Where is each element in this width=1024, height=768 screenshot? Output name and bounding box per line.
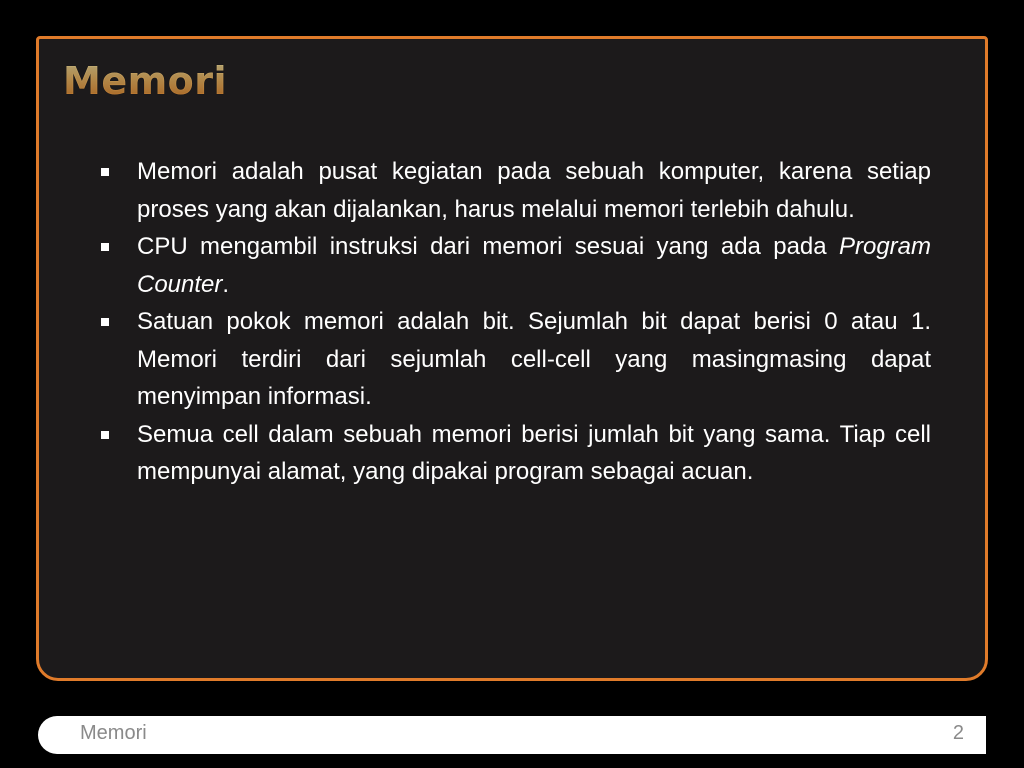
- bullet-list: [99, 153, 931, 491]
- footer-bar: [38, 716, 986, 754]
- bullet-text-italic: Program Counter: [137, 233, 931, 298]
- bullet-item: [99, 153, 931, 228]
- square-bullet-icon: [101, 168, 109, 176]
- page-number: 2: [952, 722, 964, 744]
- bullet-item: [99, 303, 931, 416]
- footer-label: Memori: [80, 722, 147, 744]
- content-frame: [36, 36, 988, 681]
- square-bullet-icon: [101, 431, 109, 439]
- square-bullet-icon: [101, 318, 109, 326]
- slide-title: Memori: [63, 59, 228, 103]
- bullet-item: [99, 416, 931, 491]
- square-bullet-icon: [101, 243, 109, 251]
- bullet-text: Satuan pokok memori adalah bit. Sejumlah bit dapat berisi 0 atau 1. Memori terdiri dari sejumlah cell-cell yang masingmasing dapat menyimpan informasi.: [137, 308, 931, 410]
- bullet-text: Semua cell dalam sebuah memori berisi jumlah bit yang sama. Tiap cell mempunyai alamat, yang dipakai program sebagai acuan.: [137, 420, 931, 485]
- bullet-item: [99, 228, 931, 303]
- bullet-text: Memori adalah pusat kegiatan pada sebuah komputer, karena setiap proses yang akan dijalankan, harus melalui memori terlebih dahulu.: [137, 158, 931, 223]
- bullet-text: .: [222, 270, 230, 298]
- bullet-text: CPU mengambil instruksi dari memori sesuai yang ada pada: [137, 233, 839, 260]
